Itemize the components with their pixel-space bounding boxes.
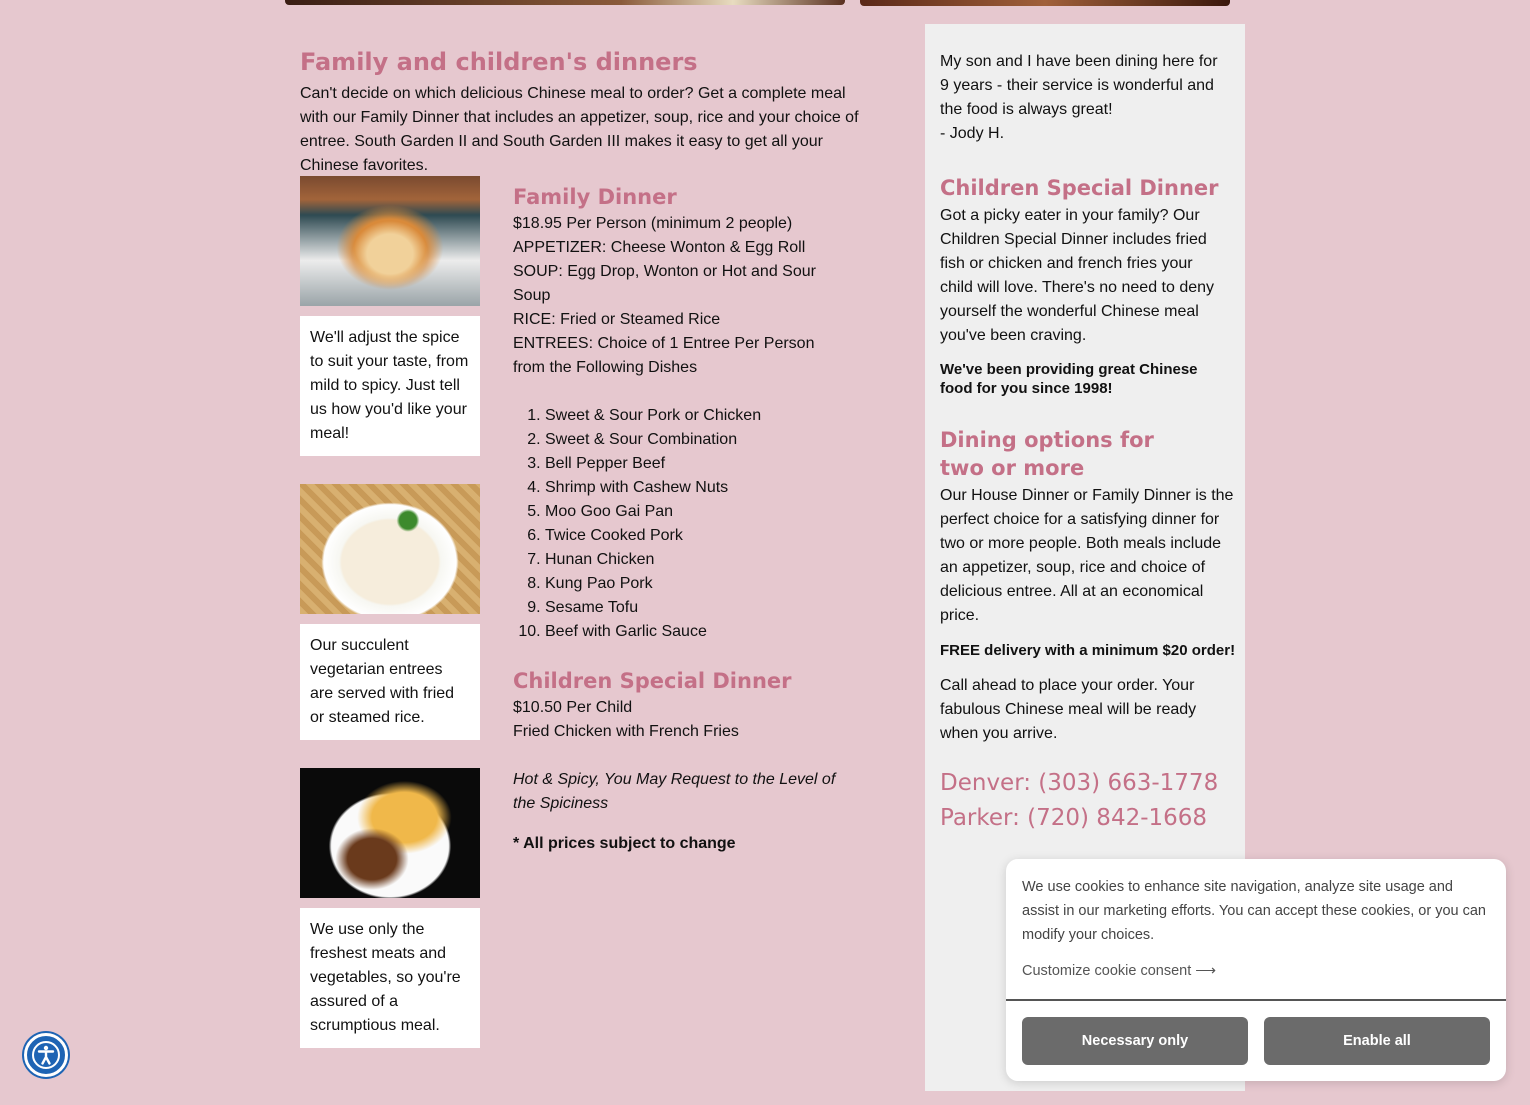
cookie-divider <box>1006 999 1506 1001</box>
list-item: 7. Hunan Chicken <box>545 548 843 572</box>
children-dinner-item: Fried Chicken with French Fries <box>513 723 739 740</box>
family-dinner-entrees: ENTREES: Choice of 1 Entree Per Person from the Following Dishes <box>513 335 815 376</box>
enable-all-button[interactable]: Enable all <box>1264 1017 1490 1065</box>
cookie-consent-banner <box>1006 859 1506 1081</box>
noodles-photo <box>300 176 480 306</box>
spice-caption: We'll adjust the spice to suit your taste, from mild to spicy. Just tell us how you'd like your meal! <box>300 316 480 456</box>
spicy-note: Hot & Spicy, You May Request to the Level of the Spiciness <box>513 771 836 812</box>
sidebar-children-text: Got a picky eater in your family? Our Children Special Dinner includes fried fish or chicken and french fries your child will love. There's no need to deny yourself the wonderful Chinese meal you've been craving. <box>940 207 1215 344</box>
children-dinner-heading: Children Special Dinner <box>513 669 792 693</box>
prices-note: * All prices subject to change <box>513 835 736 852</box>
free-delivery-text: FREE delivery with a minimum $20 order! <box>940 642 1236 659</box>
testimonial-quote: My son and I have been dining here for 9 years - their service is wonderful and the food is always great! <box>940 53 1218 118</box>
list-item: 10. Beef with Garlic Sauce <box>545 620 843 644</box>
list-item: 9. Sesame Tofu <box>545 596 843 620</box>
banner-image-left <box>285 0 845 5</box>
dining-options-heading: Dining options for two or more <box>940 428 1154 480</box>
parker-phone-link[interactable]: Parker: (720) 842-1668 <box>940 805 1208 831</box>
family-dinner-heading: Family Dinner <box>513 185 677 209</box>
intro-text: Can't decide on which delicious Chinese meal to order? Get a complete meal with our Family Dinner that includes an appetizer, soup, rice and your choice of entree. South Garden II and South Garden III makes it easy to get all your Chinese favorites. <box>300 85 859 174</box>
customize-cookie-link[interactable] <box>1022 963 1216 979</box>
family-dinner-rice: RICE: Fried or Steamed Rice <box>513 311 721 328</box>
intro-section <box>300 46 880 178</box>
list-item: 1. Sweet & Sour Pork or Chicken <box>545 404 843 428</box>
vegetarian-caption: Our succulent vegetarian entrees are served with fried or steamed rice. <box>300 624 480 740</box>
customize-cookie-label: Customize cookie consent <box>1022 963 1192 979</box>
entree-list <box>545 404 843 644</box>
family-dinner-appetizer: APPETIZER: Cheese Wonton & Egg Roll <box>513 239 806 256</box>
dining-options-text: Our House Dinner or Family Dinner is the perfect choice for a satisfying dinner for two or more people. Both meals include an appetizer, soup, rice and choice of delicious entree. All at an economical price. <box>940 487 1234 624</box>
phone-numbers <box>940 766 1230 836</box>
testimonial-author: - Jody H. <box>940 125 1005 142</box>
denver-phone-link[interactable]: Denver: (303) 663-1778 <box>940 770 1219 796</box>
call-ahead-text: Call ahead to place your order. Your fabulous Chinese meal will be ready when you arrive. <box>940 677 1197 742</box>
list-item: 5. Moo Goo Gai Pan <box>545 500 843 524</box>
sidebar-children-heading: Children Special Dinner <box>940 176 1219 200</box>
accessibility-icon <box>31 1040 61 1070</box>
list-item: 4. Shrimp with Cashew Nuts <box>545 476 843 500</box>
family-dinner-soup: SOUP: Egg Drop, Wonton or Hot and Sour Soup <box>513 263 816 304</box>
dinner-menu <box>513 182 843 856</box>
list-item: 6. Twice Cooked Pork <box>545 524 843 548</box>
cookie-text: We use cookies to enhance site navigation, analyze site usage and assist in our marketing efforts. You can accept these cookies, or you can modify your choices. <box>1022 879 1486 943</box>
family-dinner-price: $18.95 Per Person (minimum 2 people) <box>513 215 793 232</box>
necessary-only-button[interactable]: Necessary only <box>1022 1017 1248 1065</box>
banner-image-right <box>860 0 1230 6</box>
fresh-caption: We use only the freshest meats and vegetables, so you're assured of a scrumptious meal. <box>300 908 480 1048</box>
list-item: 8. Kung Pao Pork <box>545 572 843 596</box>
page-title: Family and children's dinners <box>300 48 698 76</box>
fried-rice-photo <box>300 484 480 614</box>
accessibility-button[interactable] <box>24 1033 68 1077</box>
list-item: 3. Bell Pepper Beef <box>545 452 843 476</box>
children-dinner-price: $10.50 Per Child <box>513 699 633 716</box>
since-1998-text: We've been providing great Chinese food for you since 1998! <box>940 361 1198 397</box>
chicken-fries-photo <box>300 768 480 898</box>
arrow-right-icon: ⟶ <box>1195 963 1217 979</box>
list-item: 2. Sweet & Sour Combination <box>545 428 843 452</box>
